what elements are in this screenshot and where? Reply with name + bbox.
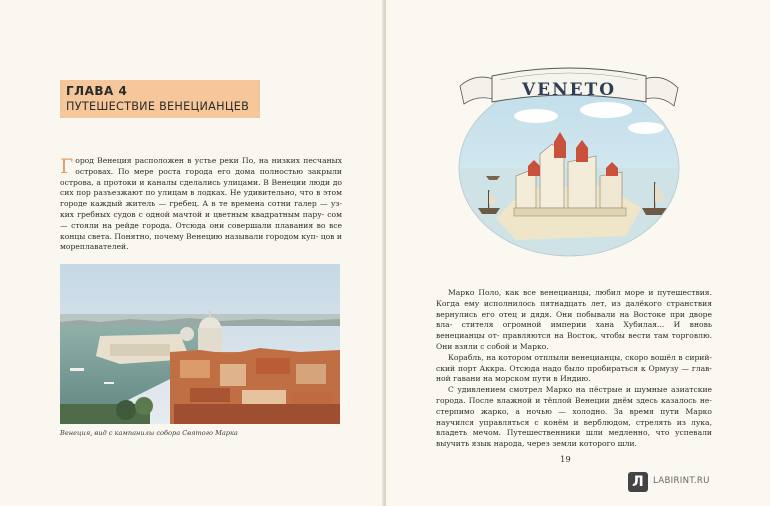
left-body-text	[60, 156, 342, 253]
text-line: стителя огромной империи хана Хубилая... И вновь венецианцы от-	[436, 320, 712, 341]
left-page	[0, 0, 384, 506]
text-line: земли которого шли.	[552, 439, 637, 449]
banner-text: VENETO	[521, 80, 617, 100]
text-line: ной гавани на морском пути в Индию.	[436, 374, 591, 384]
watermark[interactable]	[628, 470, 758, 496]
text-line: островах. По мере роста города его дома полностью закрыли	[75, 166, 342, 176]
text-line: стерпимо жарко, а ночью — холодно. За время пути Марко научился	[436, 406, 712, 427]
paragraph	[436, 385, 712, 450]
venice-photo	[60, 264, 340, 424]
text-line: С удивлением смотрел Марко на пёстрые и шумные азиатские	[448, 385, 712, 395]
paragraph	[436, 353, 712, 385]
paragraph	[436, 288, 712, 353]
text-line: Когда ему исполнилось пятнадцать лет, из далёкого странствия	[436, 298, 712, 308]
venice-illustration-image	[456, 58, 682, 258]
page-number: 19	[560, 455, 571, 465]
chapter-number: ГЛАВА 4	[66, 84, 128, 98]
text-line: цов и мореплавателей.	[60, 231, 342, 252]
text-line: ород Венеция расположен в устье реки По, на низких песчаных	[75, 156, 342, 165]
photo-caption: Венеция, вид с кампанилы собора Святого Марка	[60, 429, 238, 437]
labirint-logo-icon: Л	[628, 472, 648, 492]
text-line: города. После влажной и тёплой Венеции днём здесь казалось не-	[436, 395, 712, 405]
venice-illustration	[456, 58, 682, 258]
text-line: ский порт Аккра. Отсюда надо было пробираться к Ормузу — глав-	[436, 363, 712, 373]
text-line: управляться с конём и верблюдом, стрелять из лука, владеть мечом.	[436, 417, 712, 438]
venice-photo-image	[60, 264, 340, 424]
chapter-heading-box	[60, 80, 260, 118]
text-line: сих пор разъезжают по улицам в лодках. Не удивительно, что в этом	[60, 188, 342, 198]
text-line: и Марко.	[512, 341, 549, 351]
chapter-title: ПУТЕШЕСТВИЕ ВЕНЕЦИАНЦЕВ	[66, 100, 250, 113]
text-line: Марко Поло, как все венецианцы, любил море и путешествия.	[448, 288, 712, 297]
text-line: Корабль, на котором отплыли венецианцы, скоро вошёл в сирий-	[448, 352, 712, 362]
text-line: острова, а протоки и каналы сделались улицами. В Венеции люди до	[60, 177, 342, 187]
text-line: Путешественники шли медленно, что успевали выучить язык народа, через	[436, 428, 712, 449]
drop-cap: Г	[60, 154, 74, 178]
text-line: правляются на Восток, чтобы вести там торговлю. Они взяли с собой	[436, 331, 712, 351]
watermark-text: LABIRINT.RU	[653, 476, 710, 486]
text-line: сом — стояли на рейде города. Отсюда они совершали плавания во	[60, 209, 342, 230]
text-line: ких гребных судов с одной мачтой и цветным квадратным пару-	[60, 209, 328, 219]
text-line: вернулись его отец и дядя. Они побывали на Востоке при дворе вла-	[436, 309, 712, 330]
right-body-text	[436, 288, 712, 450]
text-line: городе каждый житель — гребец. А в те времена сотни галер — уз-	[60, 199, 342, 209]
text-line: все концы света. Понятно, почему Венецию называли городом куп-	[60, 220, 342, 241]
